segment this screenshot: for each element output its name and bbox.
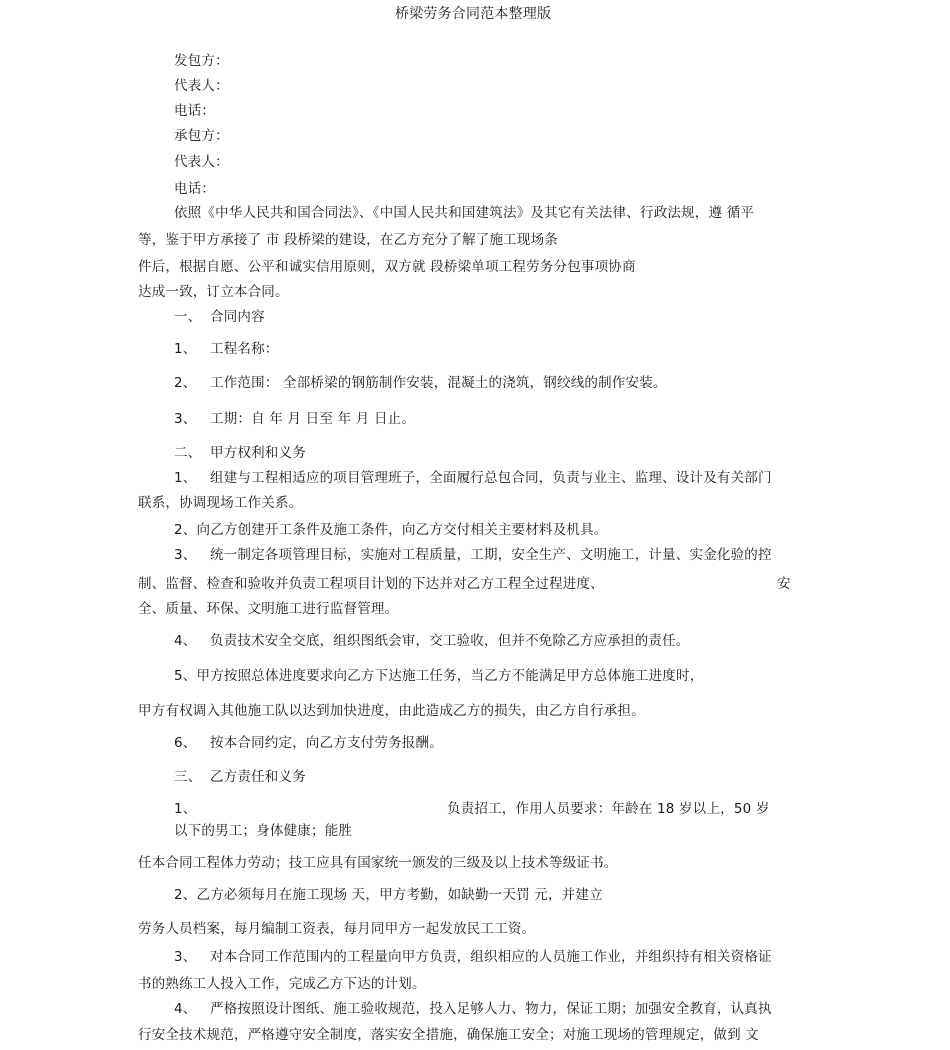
section-3-item-3-line-2: 书的熟练工人投入工作，完成乙方下达的计划。 xyxy=(138,976,426,992)
item-number: 1、 xyxy=(174,470,197,486)
item-text: 按本合同约定，向乙方支付劳务报酬。 xyxy=(210,735,443,751)
contractor-phone-label: 电话： xyxy=(174,181,216,197)
section-2-item-1-line-1 xyxy=(174,469,772,487)
section-1-item-2 xyxy=(174,374,667,392)
section-2-item-5-line-2: 甲方有权调入其他施工队以达到加快进度，由此造成乙方的损失，由乙方自行承担。 xyxy=(138,703,645,719)
document-title: 桥梁劳务合同范本整理版 xyxy=(395,6,552,22)
section-2-item-2: 2、向乙方创建开工条件及施工条件，向乙方交付相关主要材料及机具。 xyxy=(174,522,608,538)
contractor-representative-label: 代表人： xyxy=(174,154,229,170)
section-2-item-3-line-3: 全、质量、环保、文明施工进行监督管理。 xyxy=(138,601,399,617)
section-3-item-4-line-2: 行安全技术规范，严格遵守安全制度，落实安全措施，确保施工安全；对施工现场的管理规定，做到 文 xyxy=(138,1027,759,1043)
item-number: 1、 xyxy=(174,341,197,357)
item-number: 2、 xyxy=(174,375,197,391)
contractor-label: 承包方： xyxy=(174,128,229,144)
section-number: 二、 xyxy=(174,445,202,461)
item-text: 组建与工程相适应的项目管理班子，全面履行总包合同，负责与业主、监理、设计及有关部门 xyxy=(210,470,772,486)
item-text: 工期：自 年 月 日至 年 月 日止。 xyxy=(210,411,416,427)
section-2-item-3-line-2-tail: 安 xyxy=(777,576,791,592)
section-2-item-3-line-1 xyxy=(174,546,772,564)
section-3-item-1-line-2: 以下的男工；身体健康；能胜 xyxy=(174,823,353,839)
item-text: 工程名称： xyxy=(210,341,279,357)
section-3-item-1-line-3: 任本合同工程体力劳动；技工应具有国家统一颁发的三级及以上技术等级证书。 xyxy=(138,855,618,871)
item-number: 4、 xyxy=(174,1001,197,1017)
item-number: 3、 xyxy=(174,547,197,563)
section-2-item-5-line-1: 5、甲方按照总体进度要求向乙方下达施工任务，当乙方不能满足甲方总体施工进度时， xyxy=(174,668,704,684)
section-3-item-2-line-2: 劳务人员档案，每月编制工资表，每月同甲方一起发放民工工资。 xyxy=(138,921,536,937)
item-number: 6、 xyxy=(174,735,197,751)
preamble-line-4: 达成一致，订立本合同。 xyxy=(138,284,289,300)
item-number: 4、 xyxy=(174,633,197,649)
section-2-item-1-line-2: 联系，协调现场工作关系。 xyxy=(138,495,303,511)
item-number: 3、 xyxy=(174,411,197,427)
employer-phone-label: 电话： xyxy=(174,103,216,119)
preamble-line-2: 等，鉴于甲方承接了 市 段桥梁的建设，在乙方充分了解了施工现场条 xyxy=(138,232,558,248)
section-title: 合同内容 xyxy=(210,309,265,325)
preamble-line-1: 依照《中华人民共和国合同法》、《中国人民共和国建筑法》及其它有关法律、行政法规，遵 循平 xyxy=(174,205,755,221)
section-2-heading xyxy=(174,444,306,462)
employer-label: 发包方： xyxy=(174,53,229,69)
section-3-item-1-line-1: 负责招工，作用人员要求：年龄在 18 岁以上，50 岁 xyxy=(447,801,770,817)
section-3-item-4-line-1 xyxy=(174,1000,772,1018)
section-title: 甲方权利和义务 xyxy=(210,445,306,461)
section-2-item-6 xyxy=(174,734,443,752)
item-text: 负责技术安全交底，组织图纸会审，交工验收，但并不免除乙方应承担的责任。 xyxy=(210,633,690,649)
section-number: 一、 xyxy=(174,309,202,325)
item-text: 统一制定各项管理目标，实施对工程质量，工期，安全生产、文明施工，计量、实金化验的控 xyxy=(210,547,772,563)
section-1-item-3 xyxy=(174,410,415,428)
section-3-item-2-line-1: 2、乙方必须每月在施工现场 天，甲方考勤，如缺勤一天罚 元，并建立 xyxy=(174,887,603,903)
item-number: 3、 xyxy=(174,949,197,965)
section-3-item-3-line-1 xyxy=(174,948,772,966)
section-1-heading xyxy=(174,308,265,326)
section-number: 三、 xyxy=(174,769,202,785)
item-text: 严格按照设计图纸、施工验收规范，投入足够人力、物力，保证工期；加强安全教育，认真执 xyxy=(210,1001,772,1017)
section-2-item-4 xyxy=(174,632,690,650)
section-1-item-1 xyxy=(174,340,279,358)
section-2-item-3-line-2: 制、监督、检查和验收并负责工程项目计划的下达并对乙方工程全过程进度、 xyxy=(138,576,604,592)
preamble-line-3: 件后，根据自愿、公平和诚实信用原则，双方就 段桥梁单项工程劳务分包事项协商 xyxy=(138,259,636,275)
section-3-item-1-number: 1、 xyxy=(174,801,197,817)
employer-representative-label: 代表人： xyxy=(174,78,229,94)
section-title: 乙方责任和义务 xyxy=(210,769,306,785)
item-text: 对本合同工作范围内的工程量向甲方负责，组织相应的人员施工作业，并组织持有相关资格证 xyxy=(210,949,772,965)
section-3-heading xyxy=(174,768,306,786)
item-text: 工作范围： 全部桥梁的钢筋制作安装，混凝土的浇筑，钢绞线的制作安装。 xyxy=(210,375,667,391)
